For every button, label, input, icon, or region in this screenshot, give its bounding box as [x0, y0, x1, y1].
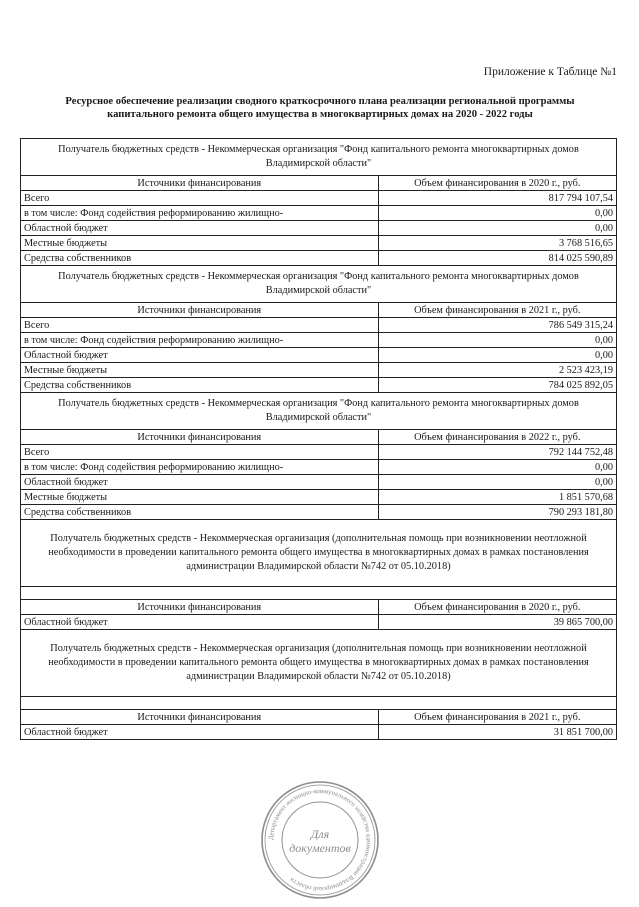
recipient-cell: Получатель бюджетных средств - Некоммерческая организация (дополнительная помощь при возникновении неотложной необходимости в проведении капитального ремонта общего имущества в многоквартирных домах в рамках постановления администрации Владимирской области №742 от 05.10.2018)	[21, 630, 617, 697]
table-row	[21, 505, 617, 520]
table-row	[21, 318, 617, 333]
row-value: 0,00	[378, 333, 616, 348]
table-header-row	[21, 303, 617, 318]
column-header-amount: Объем финансирования в 2021 г., руб.	[378, 303, 616, 318]
column-header-source: Источники финансирования	[21, 430, 379, 445]
row-value: 817 794 107,54	[378, 191, 616, 206]
row-value: 786 549 315,24	[378, 318, 616, 333]
spacer-cell	[21, 697, 617, 710]
table-row	[21, 490, 617, 505]
recipient-cell: Получатель бюджетных средств - Некоммерческая организация "Фонд капитального ремонта многоквартирных домов Владимирской области"	[21, 139, 617, 176]
stamp-center-word: Для	[310, 827, 330, 841]
section-additional-2020-recipient-row	[21, 520, 617, 587]
row-label: Всего	[21, 191, 379, 206]
table-row	[21, 333, 617, 348]
section-2020-recipient-row	[21, 139, 617, 176]
table-row	[21, 460, 617, 475]
stamp-ring-text: Департамент жилищно-коммунального хозяйства администрации Владимирской области	[267, 787, 373, 893]
row-label: Всего	[21, 445, 379, 460]
section-2022-recipient-row	[21, 393, 617, 430]
table-row	[21, 725, 617, 740]
recipient-cell: Получатель бюджетных средств - Некоммерческая организация (дополнительная помощь при возникновении неотложной необходимости в проведении капитального ремонта общего имущества в многоквартирных домах в рамках постановления администрации Владимирской области №742 от 05.10.2018)	[21, 520, 617, 587]
section-additional-2021-recipient-row	[21, 630, 617, 697]
table-header-row	[21, 600, 617, 615]
financing-table	[20, 138, 617, 740]
table-row	[21, 191, 617, 206]
appendix-label: Приложение к Таблице №1	[483, 66, 617, 78]
table-row	[21, 236, 617, 251]
row-value: 790 293 181,80	[378, 505, 616, 520]
row-value: 0,00	[378, 221, 616, 236]
title-line-1: Ресурсное обеспечение реализации сводного краткосрочного плана реализации региональной программы	[65, 96, 575, 107]
row-value: 3 768 516,65	[378, 236, 616, 251]
stamp-center-text	[289, 827, 351, 855]
table-row	[21, 251, 617, 266]
table-row	[21, 348, 617, 363]
row-label: Местные бюджеты	[21, 363, 379, 378]
row-label: Всего	[21, 318, 379, 333]
column-header-amount: Объем финансирования в 2020 г., руб.	[378, 600, 616, 615]
spacer-row	[21, 697, 617, 710]
row-value: 784 025 892,05	[378, 378, 616, 393]
row-label: Местные бюджеты	[21, 236, 379, 251]
row-label: в том числе: Фонд содействия реформированию жилищно-	[21, 206, 379, 221]
table-row	[21, 445, 617, 460]
spacer-cell	[21, 587, 617, 600]
row-label: Областной бюджет	[21, 615, 379, 630]
row-label: Областной бюджет	[21, 348, 379, 363]
financing-tables	[20, 138, 617, 740]
column-header-source: Источники финансирования	[21, 176, 379, 191]
row-label: Местные бюджеты	[21, 490, 379, 505]
recipient-cell: Получатель бюджетных средств - Некоммерческая организация "Фонд капитального ремонта многоквартирных домов Владимирской области"	[21, 266, 617, 303]
official-stamp	[258, 778, 382, 902]
column-header-source: Источники финансирования	[21, 303, 379, 318]
row-label: Средства собственников	[21, 378, 379, 393]
row-label: Средства собственников	[21, 505, 379, 520]
row-label: в том числе: Фонд содействия реформированию жилищно-	[21, 460, 379, 475]
row-value: 31 851 700,00	[378, 725, 616, 740]
column-header-source: Источники финансирования	[21, 600, 379, 615]
table-header-row	[21, 176, 617, 191]
spacer-row	[21, 587, 617, 600]
table-header-row	[21, 710, 617, 725]
row-label: Областной бюджет	[21, 221, 379, 236]
row-label: в том числе: Фонд содействия реформированию жилищно-	[21, 333, 379, 348]
row-value: 0,00	[378, 475, 616, 490]
table-row	[21, 363, 617, 378]
row-value: 1 851 570,68	[378, 490, 616, 505]
table-header-row	[21, 430, 617, 445]
row-value: 2 523 423,19	[378, 363, 616, 378]
row-value: 0,00	[378, 460, 616, 475]
stamp-center-word: документов	[289, 841, 351, 855]
document-title	[24, 95, 616, 121]
column-header-amount: Объем финансирования в 2022 г., руб.	[378, 430, 616, 445]
table-row	[21, 378, 617, 393]
row-value: 39 865 700,00	[378, 615, 616, 630]
column-header-amount: Объем финансирования в 2020 г., руб.	[378, 176, 616, 191]
stamp-seal-graphic	[258, 778, 382, 902]
table-row	[21, 206, 617, 221]
title-line-2: капитального ремонта общего имущества в многоквартирных домах на 2020 - 2022 годы	[107, 109, 533, 120]
table-row	[21, 475, 617, 490]
row-label: Средства собственников	[21, 251, 379, 266]
recipient-cell: Получатель бюджетных средств - Некоммерческая организация "Фонд капитального ремонта многоквартирных домов Владимирской области"	[21, 393, 617, 430]
table-row	[21, 221, 617, 236]
row-value: 814 025 590,89	[378, 251, 616, 266]
row-label: Областной бюджет	[21, 725, 379, 740]
section-2021-recipient-row	[21, 266, 617, 303]
row-value: 0,00	[378, 206, 616, 221]
row-label: Областной бюджет	[21, 475, 379, 490]
column-header-source: Источники финансирования	[21, 710, 379, 725]
row-value: 0,00	[378, 348, 616, 363]
table-row	[21, 615, 617, 630]
column-header-amount: Объем финансирования в 2021 г., руб.	[378, 710, 616, 725]
row-value: 792 144 752,48	[378, 445, 616, 460]
